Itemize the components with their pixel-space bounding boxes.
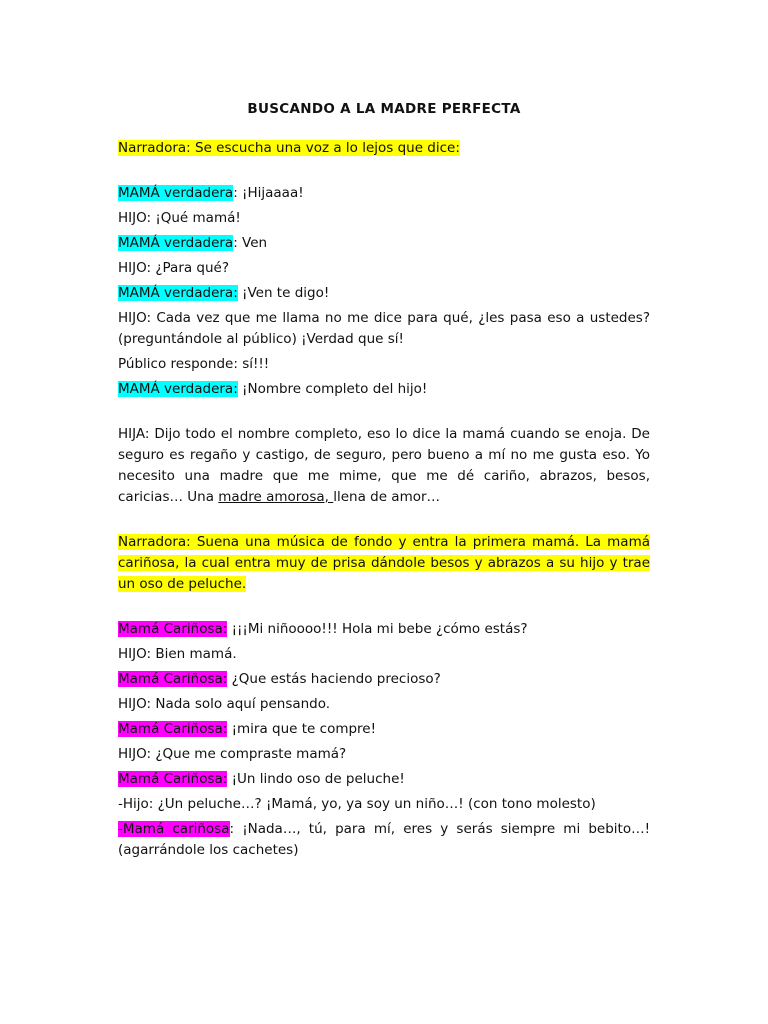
dialogue-text: ¿Que estás haciendo precioso? xyxy=(227,671,441,687)
dialogue-paragraph: HIJO: Cada vez que me llama no me dice para qué, ¿les pasa eso a ustedes? (preguntándole al público) ¡Verdad que sí! xyxy=(118,310,650,347)
dialogue-line: HIJO: ¿Para qué? xyxy=(118,260,230,276)
speaker-mama-carinosa: Mamá Cariñosa: xyxy=(118,621,228,637)
hija-paragraph xyxy=(118,424,650,508)
narration-highlight: Narradora: Se escucha una voz a lo lejos que dice: xyxy=(118,140,460,156)
speaker-mama-verdadera: MAMÁ verdadera xyxy=(118,185,234,201)
dialogue-line xyxy=(118,769,650,790)
dialogue-text: : ¡Hijaaaa! xyxy=(233,185,304,201)
hija-text-b: llena de amor… xyxy=(333,489,441,505)
dialogue-text: ¡Nombre completo del hijo! xyxy=(237,381,428,397)
hija-text-a: HIJA: Dijo todo el nombre completo, eso lo dice la mamá cuando se enoja. De seguro es regaño y castigo, de seguro, pero bueno a mí no me gusta eso. Yo necesito una madre que me mime, que me dé cariño, abrazos, besos, caricias… Una xyxy=(118,426,650,505)
dialogue-line xyxy=(118,283,650,304)
dialogue-line: -Hijo: ¿Un peluche…? ¡Mamá, yo, ya soy un niño…! (con tono molesto) xyxy=(118,796,596,812)
dialogue-text: ¡Un lindo oso de peluche! xyxy=(227,771,405,787)
dialogue-line xyxy=(118,183,650,204)
dialogue-text: : Ven xyxy=(233,235,268,251)
speaker-mama-carinosa: Mamá Cariñosa: xyxy=(118,671,228,687)
dialogue-line xyxy=(118,233,650,254)
speaker-mama-verdadera: MAMÁ verdadera xyxy=(118,235,234,251)
dialogue-text: ¡mira que te compre! xyxy=(227,721,377,737)
dialogue-line xyxy=(118,619,650,640)
dialogue-line xyxy=(118,669,650,690)
speaker-mama-verdadera: MAMÁ verdadera: xyxy=(118,285,238,301)
narration-2 xyxy=(118,532,650,595)
speaker-mama-carinosa: Mamá Cariñosa: xyxy=(118,771,228,787)
dialogue-line: HIJO: Bien mamá. xyxy=(118,646,237,662)
narration-1 xyxy=(118,138,650,159)
dialogue-line: HIJO: Nada solo aquí pensando. xyxy=(118,696,331,712)
dialogue-line: HIJO: ¡Qué mamá! xyxy=(118,210,241,226)
dialogue-text: : ¡Nada…, tú, para mí, eres y serás siempre mi bebito…! (agarrándole los cachetes) xyxy=(118,821,651,858)
narration-highlight: Narradora: Suena una música de fondo y entra la primera mamá. La mamá cariñosa, la cual entra muy de prisa dándole besos y abrazos a su hijo y trae un oso de peluche. xyxy=(118,534,650,592)
dialogue-line xyxy=(118,719,650,740)
dialogue-paragraph xyxy=(118,819,650,861)
speaker-mama-carinosa: -Mamá cariñosa xyxy=(118,821,230,837)
speaker-mama-carinosa: Mamá Cariñosa: xyxy=(118,721,228,737)
speaker-mama-verdadera: MAMÁ verdadera: xyxy=(118,381,238,397)
document-title: BUSCANDO A LA MADRE PERFECTA xyxy=(247,101,521,117)
dialogue-text: ¡¡¡Mi niñoooo!!! Hola mi bebe ¿cómo estás? xyxy=(227,621,528,637)
dialogue-line xyxy=(118,379,650,400)
dialogue-text: ¡Ven te digo! xyxy=(237,285,330,301)
dialogue-line: Público responde: sí!!! xyxy=(118,356,270,372)
dialogue-line: HIJO: ¿Que me compraste mamá? xyxy=(118,746,347,762)
hija-underlined: madre amorosa, xyxy=(218,489,334,505)
